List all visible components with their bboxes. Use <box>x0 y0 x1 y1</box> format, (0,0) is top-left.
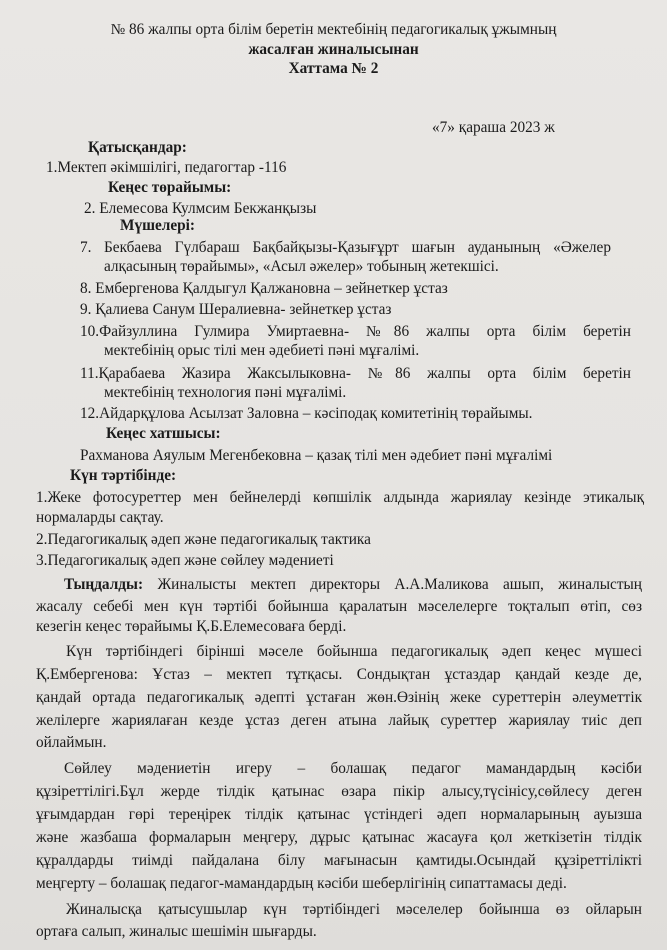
member-10-line-2: мектебінің орыс тілі мен әдебиеті пәні мұғалімі. <box>104 342 420 359</box>
agenda-item-1-line-1: 1.Жеке фотосуреттер мен бейнелерді көпшілік алдында жариялау кезінде этикалық <box>36 489 644 506</box>
member-9: 9. Қалиева Санум Шералиевна- зейнеткер ұстаз <box>80 301 392 318</box>
protocol-title: Хаттама № 2 <box>288 60 379 77</box>
member-7-line-2: алқасының төрайымы», «Асыл әжелер» тобының жетекшісі. <box>104 258 499 275</box>
para-3-line-5: құралдарды тиімді пайдалана білу мағынасын қамтиды.Осындай құзіреттілікті <box>36 852 642 869</box>
agenda-item-3: 3.Педагогикалық әдеп және сөйлеу мәдениеті <box>36 552 334 569</box>
para-3-line-6: меңгерту – болашақ педагог-мамандардың кәсіби шеберлігінің сипаттамасы деді. <box>36 875 567 892</box>
member-12: 12.Айдарқұлова Асылзат Заловна – кәсіподақ комитетінің төрайымы. <box>80 405 533 422</box>
meeting-date: «7» қараша 2023 ж <box>432 119 555 136</box>
secretary-heading: Кеңес хатшысы: <box>106 425 221 442</box>
member-8: 8. Ембергенова Қалдыгул Қалжановна – зейнеткер ұстаз <box>80 280 448 297</box>
member-10-line-1: 10.Файзуллина Гулмира Умиртаевна- №86 жалпы орта білім беретін <box>80 323 631 340</box>
heard-text: Жиналысты мектеп директоры А.А.Маликова ашып, жиналыстың <box>143 576 642 593</box>
header-line-1: № 86 жалпы орта білім беретін мектебінің педагогикалық ұжымның <box>110 21 557 38</box>
para-3-line-2: құзіреттілігі.Бұл жерде тілдік қатынас өзара пікір алысу,түсініcу,сөйлесу деген <box>36 783 642 800</box>
heard-line-3: кезегін кеңес төрайымы Қ.Б.Елемесоваға берді. <box>36 618 347 635</box>
header-line-2: жасалған жиналысынан <box>248 41 419 58</box>
heard-label: Тыңдалды: <box>64 576 144 593</box>
chair-name: 2. Елемесова Кулмсим Бекжанқызы <box>84 200 317 217</box>
chair-heading: Кеңес төрайымы: <box>108 179 232 196</box>
members-heading: Мүшелері: <box>120 217 196 234</box>
heard-line-1 <box>64 575 642 595</box>
member-11-line-2: мектебінің технология пәні мұғалімі. <box>104 384 347 401</box>
participants-heading: Қатысқандар: <box>88 139 187 156</box>
para-3-line-4: және жазбаша формаларын меңгеру, дұрыс қатынас жасауға қол жеткізетін тілдік <box>36 829 642 846</box>
para-2-line-1: Күн тәртібіндегі бірінші мәселе бойынша педагогикалық әдеп кеңес мүшесі <box>66 643 642 660</box>
heard-line-2: жасалу себебі мен күн тәртібі бойынша қаралатын мәселелерге тоқталып өтіп, сөз <box>36 598 642 615</box>
agenda-heading: Күн тәртібінде: <box>70 467 177 484</box>
member-11-line-1: 11.Қарабаева Жазира Жаксылыковна- №86 жалпы орта білім беретін <box>80 365 631 382</box>
member-7-line-1: Бекбаева Гүлбараш Бақбайқызы-Қазығұрт шағын ауданының «Әжелер <box>104 239 611 256</box>
para-2-line-5: ойлаймын. <box>36 734 107 751</box>
secretary-name: Рахманова Аяулым Мегенбековна – қазақ тілі мен әдебиет пәні мұғалімі <box>80 447 553 464</box>
participants-item-1: 1.Мектеп әкімшілігі, педагогтар -116 <box>46 159 287 176</box>
para-2-line-3: қандай ортада педагогикалық әдепті ұстаған жөн.Өзінің жеке суреттерін әлеуметтік <box>36 689 642 706</box>
para-3-line-1: Сөйлеу мәдениетін игеру – болашақ педагог мамандардың кәсіби <box>64 760 642 777</box>
para-4-line-2: ортаға салып, жиналыс шешімін шығарды. <box>36 923 317 940</box>
agenda-item-1-line-2: нормаларды сақтау. <box>36 509 164 526</box>
para-2-line-2: Қ.Ембергенова: Ұстаз – мектеп тұтқасы. Сондықтан ұстаздар қандай кезде де, <box>36 666 642 683</box>
para-2-line-4: желілерге жариялаған кезде ұстаз деген атына лайық суреттер жариялау тиіс деп <box>36 712 642 729</box>
para-3-line-3: ұғымдардан гөрі тереңірек тілдік қатынас үстіндегі әдеп нормаларының ауызша <box>36 806 642 823</box>
member-7-number: 7. <box>80 239 92 256</box>
agenda-item-2: 2.Педагогикалық әдеп және педагогикалық тактика <box>36 531 371 548</box>
para-4-line-1: Жиналысқа қатысушылар күн тәртібіндегі мәселелер бойынша өз ойларын <box>66 901 642 918</box>
